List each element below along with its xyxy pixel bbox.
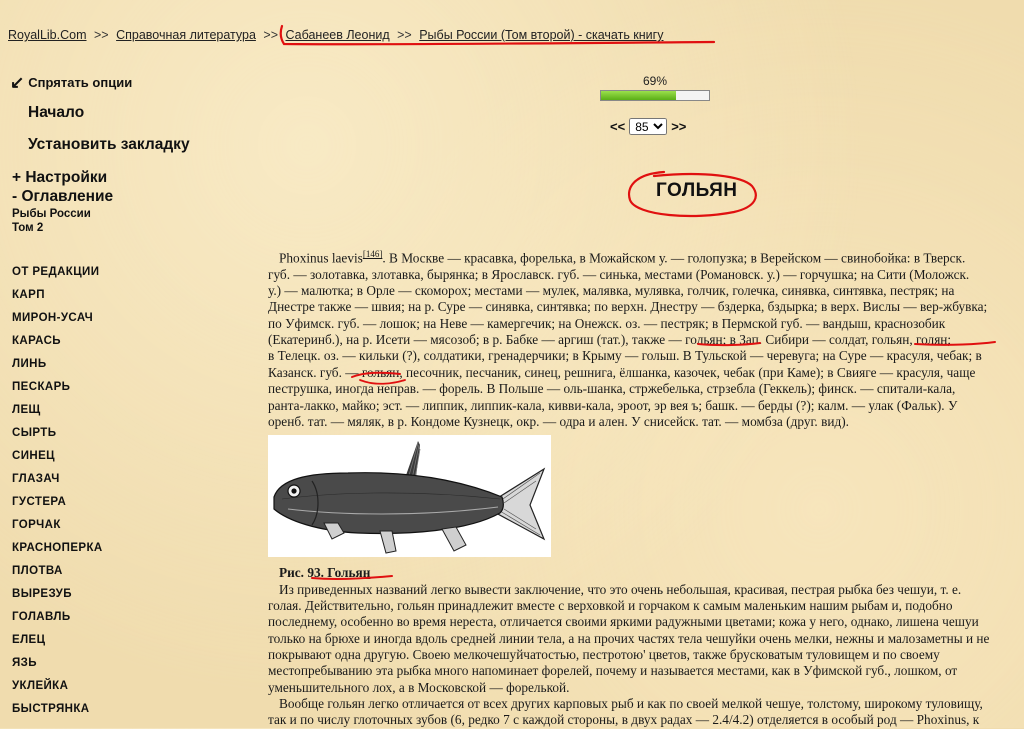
text-line: Казанск. губ. — гольян, песочник, песчаник, синец, решнига, ёлшанка, казочек, чебак (при Каме); в Свияге — красуля, чаще — [268, 364, 976, 380]
toc-item[interactable]: ВЫРЕЗУБ — [12, 588, 72, 600]
book-title-line: Рыбы России — [12, 208, 91, 220]
page-select[interactable] — [629, 118, 667, 135]
table-of-contents — [12, 266, 103, 726]
toc-item[interactable]: ОТ РЕДАКЦИИ — [12, 266, 100, 278]
progress-percent: 69% — [642, 74, 668, 88]
text-line: (Екатеринб.), на р. Исети — мясозоб; в р. Бабке — аргиш (тат.), также — гольян; в Зап. Сибири — солдат, гольян, голян; — [268, 332, 952, 348]
text-line: местопребыванию эта рыбка много напоминает форелей, почему и называется местами, как в Уфимской губ., лошком, от — [268, 663, 958, 679]
toc-item[interactable]: КАРАСЬ — [12, 335, 61, 347]
caption-prefix: Рис. 93 — [279, 565, 321, 581]
minnow-drawing — [268, 435, 551, 557]
arrow-down-left-icon: ↙ — [10, 73, 25, 92]
prev-page-button[interactable]: << — [610, 119, 626, 134]
text-line: Вообще гольян легко отличается от всех других карповых рыб и как по своей мелкой чешуе, толстому, широкому туловищу, — [279, 695, 983, 711]
text-line: в Телецк. оз. — кильки (?), солдатики, гренадерчики; в Крыму — гольш. В Тульской — черевуга; на Суре — красуля, чебак; в — [268, 348, 982, 364]
contents-toggle[interactable]: - Оглавление — [12, 188, 114, 205]
progress-bar — [600, 90, 710, 101]
toc-item[interactable]: ЕЛЕЦ — [12, 634, 46, 646]
text-line: оренб. тат. — мяляк, в р. Кондоме Кузнецк, окр. — одра и ален. У снисейск. тат. — момбза (друг. вид). — [268, 413, 849, 429]
footnote-link[interactable]: [146] — [362, 249, 383, 259]
settings-toggle[interactable]: + Настройки — [12, 169, 108, 186]
text-line: голая. Действительно, гольян принадлежит вместе с верховкой и горчаком к самым маленьким нашим рыбам и, подобно — [268, 597, 953, 613]
progress-fill — [601, 91, 676, 100]
toc-item[interactable]: ГЛАЗАЧ — [12, 473, 60, 485]
toc-item[interactable]: ГОРЧАК — [12, 519, 61, 531]
toc-item[interactable]: БЫСТРЯНКА — [12, 703, 90, 715]
text-line: Днестре также — швия; на р. Суре — синявка, синтявка; по верхн. Днестру — бздерка, бздырка; в верх. Вислы — вер-жбувка; — [268, 299, 988, 315]
text-line: у.) — малютка; в Орле — скоморох; местами — мулек, малявка, мулявка, голчик, голечка, синявка, синтявка, пестряк; на — [268, 283, 955, 299]
toc-item[interactable]: ПЛОТВА — [12, 565, 63, 577]
reading-progress — [600, 74, 710, 101]
text-line: так и по числу глоточных зубов (6, редко 7 с каждой стороны, в двух радах — 2.4/4.2) отделяется в особый род — Phoxinus, к — [268, 712, 980, 728]
toc-item[interactable]: ГОЛАВЛЬ — [12, 611, 71, 623]
breadcrumb-separator: >> — [397, 28, 412, 42]
set-bookmark-link[interactable]: Установить закладку — [28, 136, 190, 153]
toc-item[interactable]: КРАСНОПЕРКА — [12, 542, 103, 554]
breadcrumb-separator: >> — [263, 28, 278, 42]
text-line: покрывают одна другую. Своею мелкочешуйчатостью, пестротою' цветов, также брусковатым туловищем и по своему — [268, 646, 940, 662]
text-line: уменьшительного лох, а в Московской — форелькой. — [268, 679, 570, 695]
toc-item[interactable]: ЛИНЬ — [12, 358, 47, 370]
text-line: по Уфимск. губ. — лошок; на Неве — камергечик; на Онежск. оз. — пестряк; в Пермской губ. — вандыш, краснозобик — [268, 315, 946, 331]
text-line: . В Москве — красавка, форелька, в Можайском у. — голопузка; в Верейском — свинобойка: в Тверск. — [382, 250, 966, 266]
toc-item[interactable]: ЯЗЬ — [12, 657, 37, 669]
breadcrumb-book-link[interactable]: Рыбы России (Том второй) - скачать книгу — [419, 28, 664, 42]
fish-illustration — [268, 435, 551, 557]
toc-item[interactable]: СЫРТЬ — [12, 427, 57, 439]
breadcrumb-site-link[interactable]: RoyalLib.Com — [8, 28, 87, 42]
toc-item[interactable]: ПЕСКАРЬ — [12, 381, 71, 393]
book-volume-line: Том 2 — [12, 222, 44, 234]
text-line: Из приведенных названий легко вывести заключение, что это очень небольшая, красивая, пестрая рыбка без чешуи, т. е. — [279, 581, 962, 597]
hide-options-button[interactable] — [10, 74, 132, 91]
text-line: губ. — золотавка, злотавка, бырянка; в Ярославск. губ. — синька, местами (Романовск. у.) — горчушка; на Сити (Моложск. — [268, 266, 970, 282]
page-navigator — [610, 118, 686, 135]
toc-item[interactable]: МИРОН-УСАЧ — [12, 312, 94, 324]
text-line: последнему, особенно во время нереста, отличается своими яркими радужными цветами; кожа у него, однако, лишена чешуи — [268, 614, 979, 630]
text-line: пеструшка, иногда неправ. — форель. В Польше — оль-шанка, стржебелька, стрзебла (Геккель); финск. — спитали-кала, — [268, 381, 956, 397]
paragraph-lines — [268, 267, 1024, 430]
paragraph — [268, 246, 1024, 267]
caption-name: . Гольян — [320, 565, 371, 581]
toc-item[interactable]: КАРП — [12, 289, 45, 301]
figure-caption — [268, 565, 1024, 581]
article-body — [268, 246, 1024, 729]
text-line: только на брюхе и иногда вдоль средней линии тела, а на прочих частях тела чешуйки очень мелки, нежны и малозаметны и не — [268, 630, 990, 646]
toc-item[interactable]: ГУСТЕРА — [12, 496, 67, 508]
breadcrumb-category-link[interactable]: Справочная литература — [116, 28, 256, 42]
breadcrumb-separator: >> — [94, 28, 109, 42]
breadcrumb — [8, 28, 663, 42]
breadcrumb-author-link[interactable]: Сабанеев Леонид — [285, 28, 390, 42]
next-page-button[interactable]: >> — [671, 119, 687, 134]
paragraph-lines — [268, 582, 1024, 729]
hide-options-label: Спрятать опции — [28, 75, 133, 90]
latin-name: Phoxinus laevis — [279, 250, 363, 266]
toc-item[interactable]: УКЛЕЙКА — [12, 680, 69, 692]
start-link[interactable]: Начало — [28, 104, 85, 121]
toc-item[interactable]: СИНЕЦ — [12, 450, 55, 462]
text-line: ранта-лакко, майко; эст. — липпик, липпик-кала, кивви-кала, эроот, эр вея ъ; башк. — берды (?); калм. — улак (Фальк). У — [268, 397, 958, 413]
chapter-title: ГОЛЬЯН — [656, 180, 738, 201]
toc-item[interactable]: ЛЕЩ — [12, 404, 41, 416]
sidebar-book-title — [12, 207, 91, 235]
